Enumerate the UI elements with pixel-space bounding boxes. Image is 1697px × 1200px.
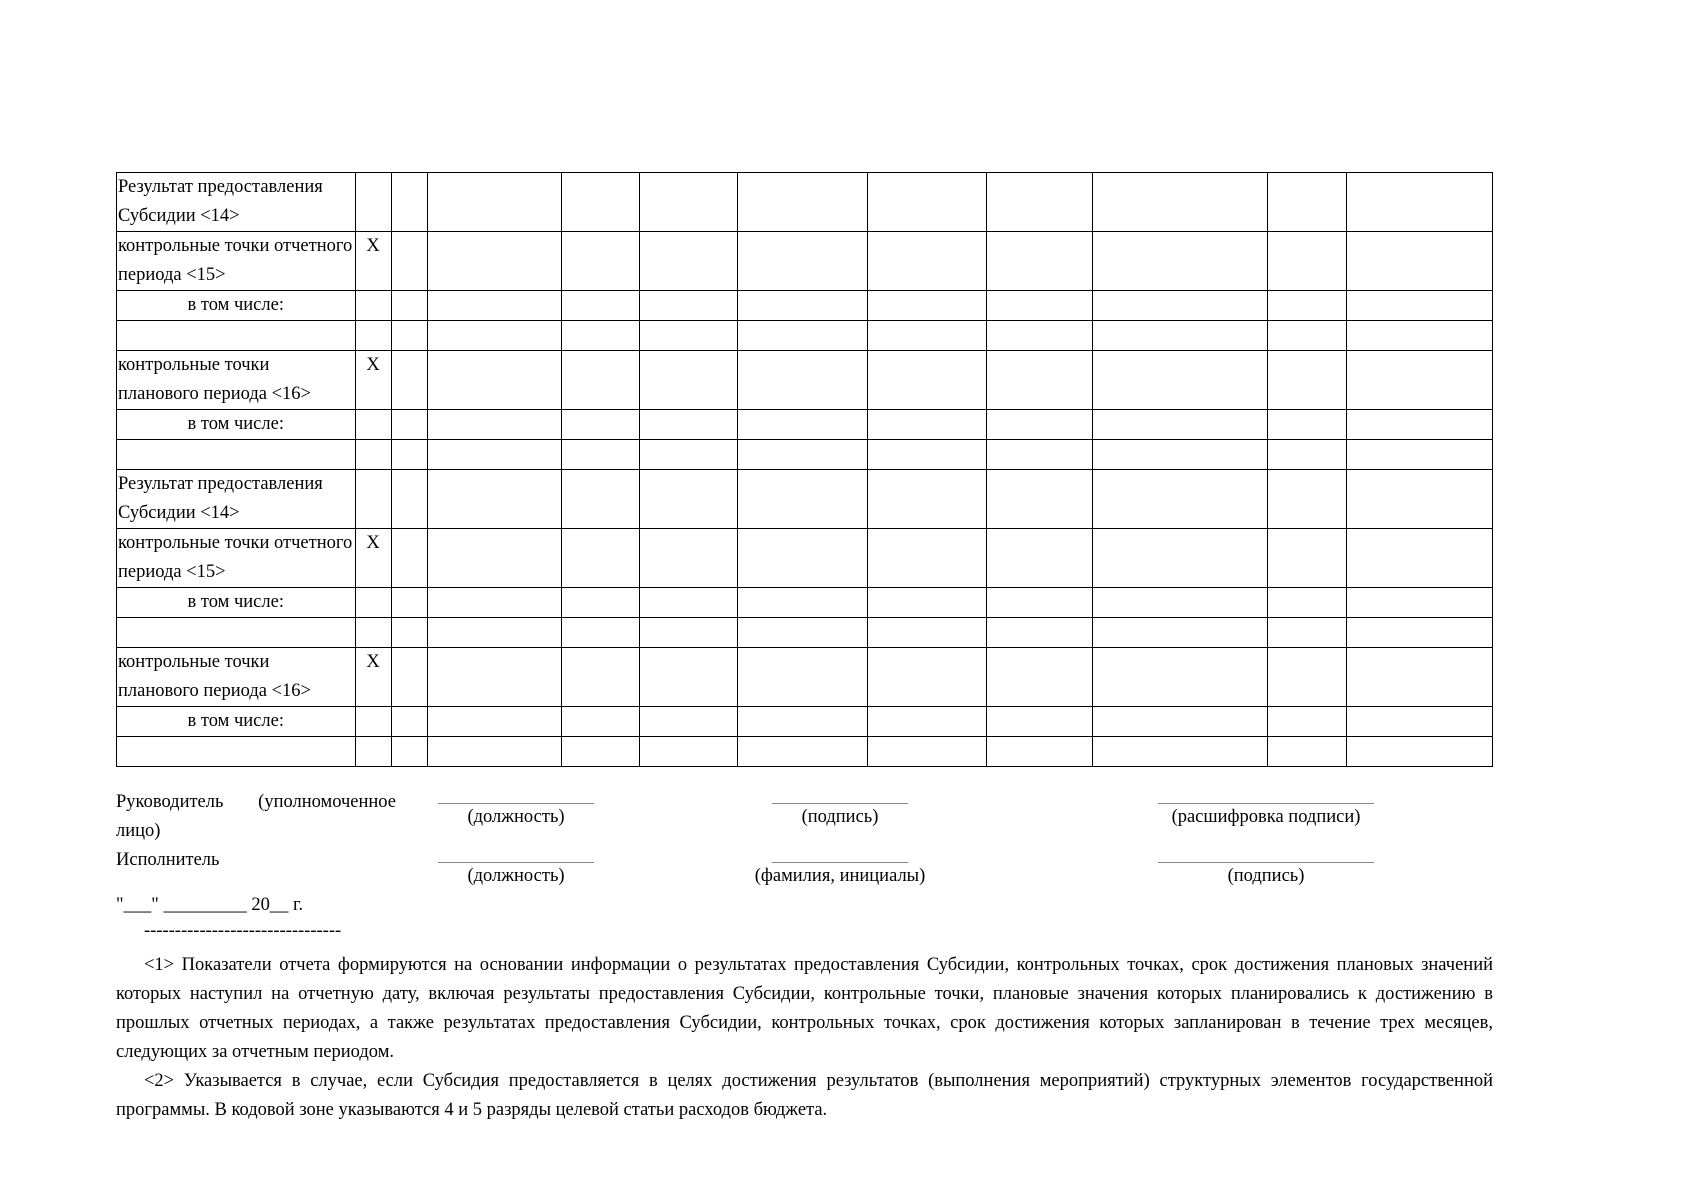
table-cell [561,648,639,707]
table-cell [1093,588,1268,618]
table-cell [427,529,561,588]
table-cell [1346,707,1492,737]
table-cell [867,470,986,529]
table-cell [1268,707,1346,737]
report-table-body [117,173,1493,767]
table-cell [1268,470,1346,529]
executor-signature-caption: (подпись) [1227,866,1305,886]
table-cell [391,440,427,470]
row-label-cell [117,440,356,470]
table-cell [738,618,867,648]
report-table [116,172,1493,767]
table-cell [391,291,427,321]
table-cell [738,470,867,529]
table-cell [1093,618,1268,648]
executor-position-line [438,862,594,863]
table-cell [427,291,561,321]
table-cell [640,618,738,648]
table-cell [1346,470,1492,529]
row-label-cell: контрольные точки планового периода <16> [117,351,356,410]
table-cell [986,737,1092,767]
table-cell [986,351,1092,410]
head-decode-line [1158,803,1374,804]
table-cell [427,588,561,618]
table-cell [986,440,1092,470]
table-cell [867,737,986,767]
table-cell [640,707,738,737]
table-cell [561,173,639,232]
table-cell [986,707,1092,737]
table-cell [738,648,867,707]
executor-label: Исполнитель [116,850,220,870]
table-cell [738,351,867,410]
table-row [117,410,1493,440]
table-cell [1346,737,1492,767]
table-cell [1093,321,1268,351]
table-cell [867,529,986,588]
table-cell [561,529,639,588]
table-cell [867,291,986,321]
table-cell [1346,410,1492,440]
head-position-line [438,803,594,804]
table-cell [986,321,1092,351]
table-cell [986,618,1092,648]
marker-cell: X [355,232,391,291]
executor-name-line [772,862,908,863]
table-cell [427,173,561,232]
table-cell [1346,321,1492,351]
table-cell [561,737,639,767]
table-row [117,588,1493,618]
table-cell [427,737,561,767]
table-cell [561,707,639,737]
date-line: "___" _________ 20__ г. [116,895,304,915]
table-cell [561,440,639,470]
table-cell [1346,588,1492,618]
table-cell [1346,291,1492,321]
table-cell [391,470,427,529]
table-cell [561,588,639,618]
footnote-2: <2> Указывается в случае, если Субсидия предоставляется в целях достижения результатов (выполнения мероприятий) структурных элементов государственной программы. В кодовой зоне указываются 4 и 5 разряды целевой статьи расходов бюджета. [116,1071,1493,1120]
table-cell [1268,351,1346,410]
table-cell [391,588,427,618]
table-cell [1268,173,1346,232]
table-cell [391,351,427,410]
table-cell [867,707,986,737]
marker-cell [355,737,391,767]
table-cell [561,351,639,410]
executor-signature-line [1158,862,1374,863]
table-cell [391,321,427,351]
executor-position-caption: (должность) [467,866,565,886]
table-row [117,737,1493,767]
table-cell [561,410,639,440]
table-cell [738,232,867,291]
table-cell [391,618,427,648]
table-cell [1093,648,1268,707]
head-signature-caption: (подпись) [801,807,879,827]
table-cell [1268,321,1346,351]
footnotes [116,951,1493,1125]
table-cell [986,648,1092,707]
table-cell [427,440,561,470]
table-cell [738,529,867,588]
table-cell [640,321,738,351]
table-cell [738,588,867,618]
footnote-1: <1> Показатели отчета формируются на основании информации о результатах предоставления Субсидии, контрольных точках, срок достижения плановых значений которых наступил на отчетную дату, включая результаты предоставления Субсидии, контрольные точки, плановые значения которых планировались к достижению в прошлых отчетных периодах, а также результатах предоставления Субсидии, контрольных точках, срок достижения которых запланирован в течение трех месяцев, следующих за отчетным периодом. [116,955,1493,1062]
table-row [117,529,1493,588]
table-cell [640,291,738,321]
marker-cell [355,410,391,440]
table-cell [561,291,639,321]
table-row [117,618,1493,648]
table-cell [1268,440,1346,470]
table-cell [561,470,639,529]
table-cell [640,440,738,470]
marker-cell [355,470,391,529]
table-cell [1268,232,1346,291]
table-cell [640,173,738,232]
table-cell [561,618,639,648]
table-cell [1093,470,1268,529]
table-cell [1268,588,1346,618]
marker-cell [355,291,391,321]
table-cell [867,440,986,470]
table-cell [1346,173,1492,232]
head-signature-label: Руководитель (уполномоченное лицо) [116,792,396,841]
table-cell [1093,351,1268,410]
row-label-cell: в том числе: [117,588,356,618]
marker-cell: X [355,648,391,707]
table-cell [738,173,867,232]
marker-cell: X [355,351,391,410]
marker-cell [355,321,391,351]
row-label-cell: в том числе: [117,707,356,737]
table-cell [986,529,1092,588]
table-cell [867,648,986,707]
table-cell [1346,232,1492,291]
marker-cell [355,173,391,232]
table-cell [427,351,561,410]
table-cell [1268,648,1346,707]
table-cell [640,648,738,707]
table-cell [427,410,561,440]
table-cell [427,648,561,707]
table-cell [867,232,986,291]
table-cell [738,291,867,321]
table-cell [986,410,1092,440]
table-cell [640,232,738,291]
table-row [117,232,1493,291]
table-cell [986,588,1092,618]
table-cell [427,470,561,529]
marker-cell [355,618,391,648]
table-cell [1346,648,1492,707]
marker-cell [355,440,391,470]
table-cell [561,321,639,351]
table-row [117,173,1493,232]
table-cell [640,470,738,529]
table-cell [738,321,867,351]
table-cell [1093,737,1268,767]
row-label-cell [117,618,356,648]
table-cell [391,410,427,440]
table-cell [867,173,986,232]
row-label-cell: в том числе: [117,291,356,321]
table-cell [986,232,1092,291]
table-cell [867,321,986,351]
table-cell [391,707,427,737]
marker-cell [355,588,391,618]
table-cell [561,232,639,291]
table-cell [427,707,561,737]
row-label-cell [117,737,356,767]
table-cell [986,173,1092,232]
table-cell [738,737,867,767]
row-label-cell: контрольные точки отчетного периода <15> [117,529,356,588]
table-row [117,648,1493,707]
table-cell [391,232,427,291]
table-cell [640,410,738,440]
table-cell [427,321,561,351]
table-cell [738,707,867,737]
marker-cell [355,707,391,737]
marker-cell: X [355,529,391,588]
table-cell [1093,232,1268,291]
table-cell [1268,291,1346,321]
head-decode-caption: (расшифровка подписи) [1171,807,1361,827]
table-cell [1346,351,1492,410]
table-row [117,291,1493,321]
table-cell [391,173,427,232]
footnote-separator: -------------------------------- [144,921,342,941]
table-cell [867,351,986,410]
row-label-cell: контрольные точки планового периода <16> [117,648,356,707]
table-cell [427,618,561,648]
row-label-cell [117,321,356,351]
head-signature-line [772,803,908,804]
table-cell [391,737,427,767]
table-cell [1268,410,1346,440]
table-cell [1093,440,1268,470]
table-cell [640,529,738,588]
table-cell [1346,618,1492,648]
table-cell [640,737,738,767]
table-cell [1093,529,1268,588]
table-cell [1093,173,1268,232]
row-label-cell: Результат предоставления Субсидии <14> [117,173,356,232]
table-cell [867,410,986,440]
table-cell [1093,707,1268,737]
table-cell [738,440,867,470]
table-row [117,470,1493,529]
table-cell [391,648,427,707]
row-label-cell: контрольные точки отчетного периода <15> [117,232,356,291]
table-cell [1346,440,1492,470]
table-cell [1093,410,1268,440]
row-label-cell: Результат предоставления Субсидии <14> [117,470,356,529]
table-row [117,351,1493,410]
table-cell [640,351,738,410]
table-cell [640,588,738,618]
table-cell [1346,529,1492,588]
table-cell [1268,529,1346,588]
table-cell [867,618,986,648]
table-cell [986,291,1092,321]
table-cell [427,232,561,291]
table-cell [867,588,986,618]
executor-name-caption: (фамилия, инициалы) [754,866,926,886]
table-row [117,440,1493,470]
table-row [117,707,1493,737]
table-row [117,321,1493,351]
table-cell [1268,737,1346,767]
head-position-caption: (должность) [467,807,565,827]
table-cell [738,410,867,440]
table-cell [1093,291,1268,321]
table-cell [986,470,1092,529]
table-cell [391,529,427,588]
row-label-cell: в том числе: [117,410,356,440]
table-cell [1268,618,1346,648]
